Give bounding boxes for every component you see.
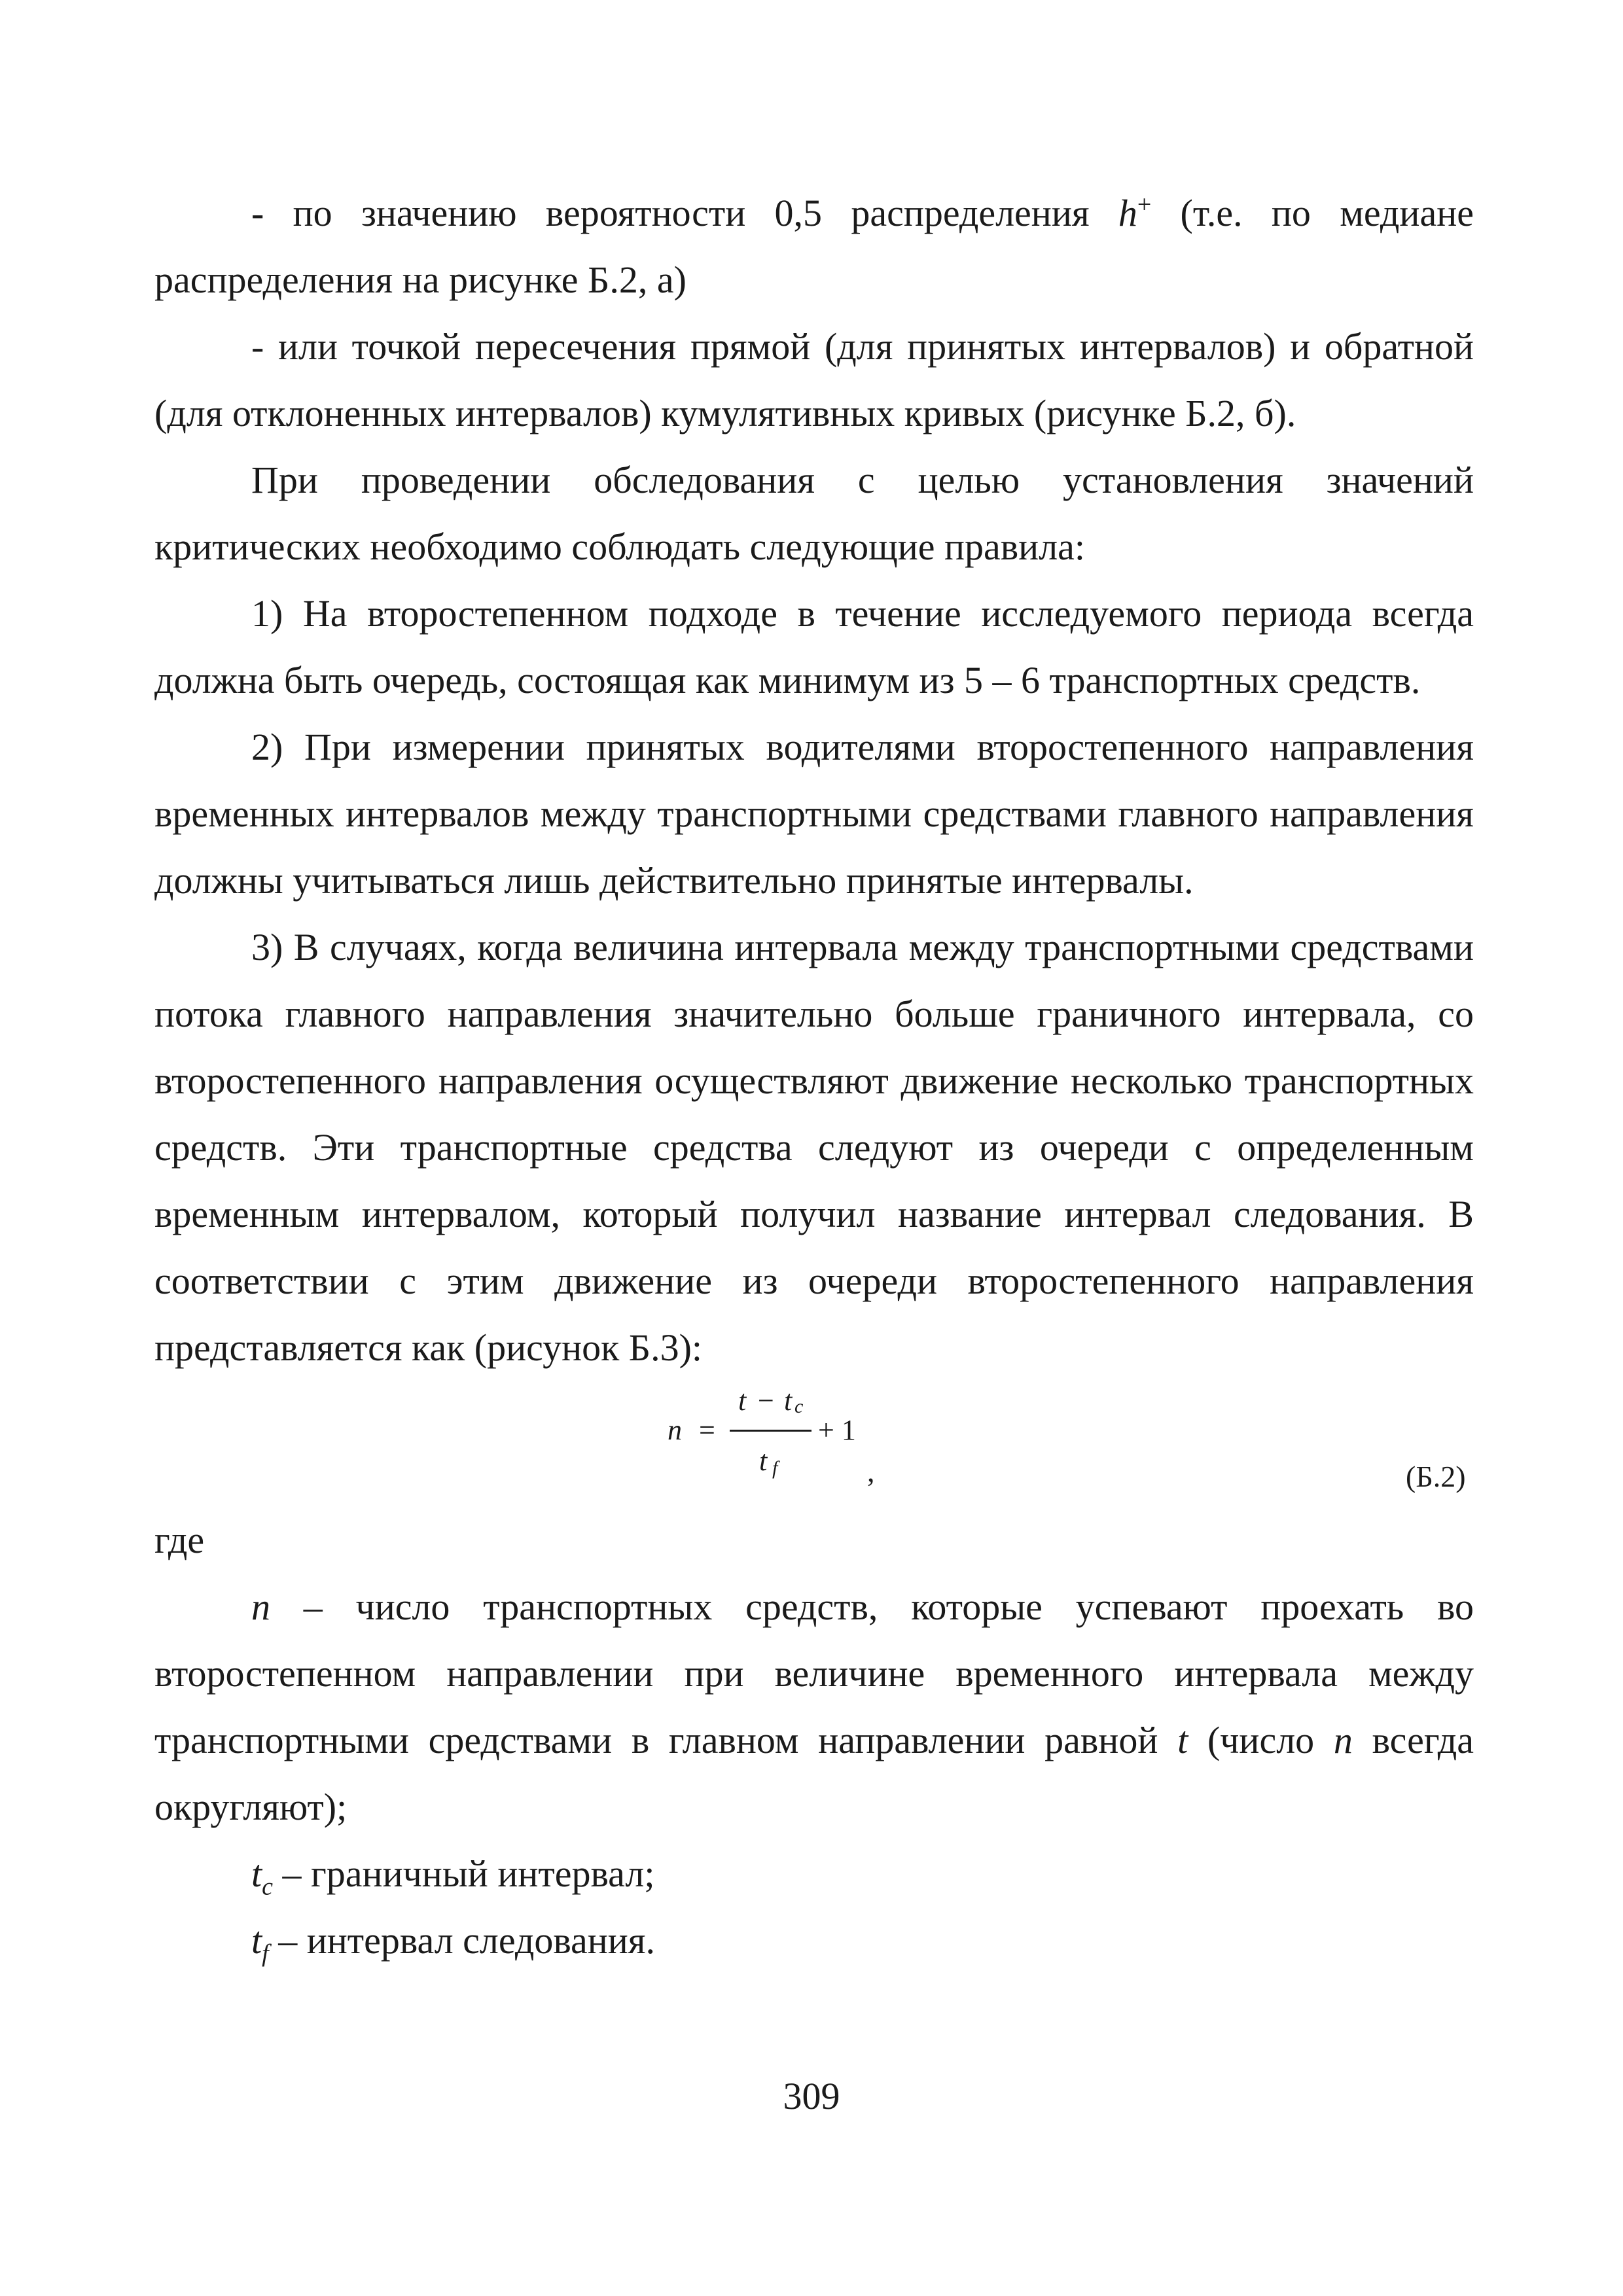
upper-text-block xyxy=(154,180,1474,1381)
text-fragment: - по значению вероятности 0,5 распределения xyxy=(251,192,1118,234)
formula-lhs: n xyxy=(668,1414,682,1446)
rule-2: 2) При измерении принятых водителями второстепенного направления временных интервалов между транспортными средствами главного направления должны учитываться лишь действительно принятые интервалы. xyxy=(154,726,1474,902)
text-fragment: всегда округляют); xyxy=(154,1719,1474,1828)
formula-b2 xyxy=(668,1384,883,1482)
variable-t: t xyxy=(1177,1719,1188,1761)
text-fragment: – число транспортных средств, которые успевают проехать во второстепенном направлении при величине временного интервала между транспортными средствами в главном направлении равной xyxy=(154,1585,1474,1761)
subscript-f: f xyxy=(262,1939,269,1968)
text-fragment: (т.е. по медиане распределения на рисунке Б.2, а) xyxy=(154,192,1474,301)
page-number: 309 xyxy=(783,2075,840,2117)
formula-minus: − xyxy=(758,1385,774,1417)
rule-3: 3) В случаях, когда величина интервала между транспортными средствами потока главного направления значительно больше граничного интервала, со второстепенного направления осуществляют движение несколько транспортных средств. Эти транспортные средства следуют из очереди с определенным временным интервалом, который получил название интервал следования. В соответствии с этим движение из очереди второстепенного направления представляется как (рисунок Б.3): xyxy=(154,926,1474,1369)
formula-num-t: t xyxy=(738,1385,747,1417)
paragraph-rules-intro: При проведении обследования с целью установления значений критических необходимо соблюдать следующие правила: xyxy=(154,459,1474,568)
rule-1: 1) На второстепенном подходе в течение исследуемого периода всегда должна быть очередь, состоящая как минимум из 5 – 6 транспортных средств. xyxy=(154,592,1474,701)
equation-number: (Б.2) xyxy=(1406,1460,1466,1493)
paragraph-crossing: - или точкой пересечения прямой (для принятых интервалов) и обратной (для отклоненных интервалов) кумулятивных кривых (рисунке Б.2, б). xyxy=(154,325,1474,434)
definition-tf xyxy=(154,1907,1474,1974)
superscript-plus: + xyxy=(1137,190,1152,219)
variable-t: t xyxy=(251,1852,262,1895)
formula-sub-f: f xyxy=(772,1457,778,1479)
variable-n: n xyxy=(251,1585,270,1628)
text-fragment: (число xyxy=(1188,1719,1334,1761)
variable-t: t xyxy=(251,1919,262,1962)
paragraph-median xyxy=(154,180,1474,313)
formula-den-t: t xyxy=(759,1445,768,1477)
formula-comma: , xyxy=(867,1455,875,1488)
formula-equals: = xyxy=(699,1414,715,1446)
variable-h: h xyxy=(1118,192,1137,234)
text-fragment: – интервал следования. xyxy=(268,1919,655,1962)
variable-n: n xyxy=(1333,1719,1353,1761)
subscript-c: c xyxy=(262,1873,273,1901)
definitions-block xyxy=(154,1574,1474,1974)
formula-num-tc: t xyxy=(784,1385,793,1417)
formula-sub-c: c xyxy=(794,1396,804,1417)
text-fragment: – граничный интервал; xyxy=(273,1852,655,1895)
definition-n xyxy=(154,1574,1474,1841)
formula-plus-one: + 1 xyxy=(818,1414,856,1446)
fraction-line xyxy=(730,1430,812,1432)
where-label: где xyxy=(154,1519,205,1561)
definition-tc xyxy=(154,1841,1474,1907)
